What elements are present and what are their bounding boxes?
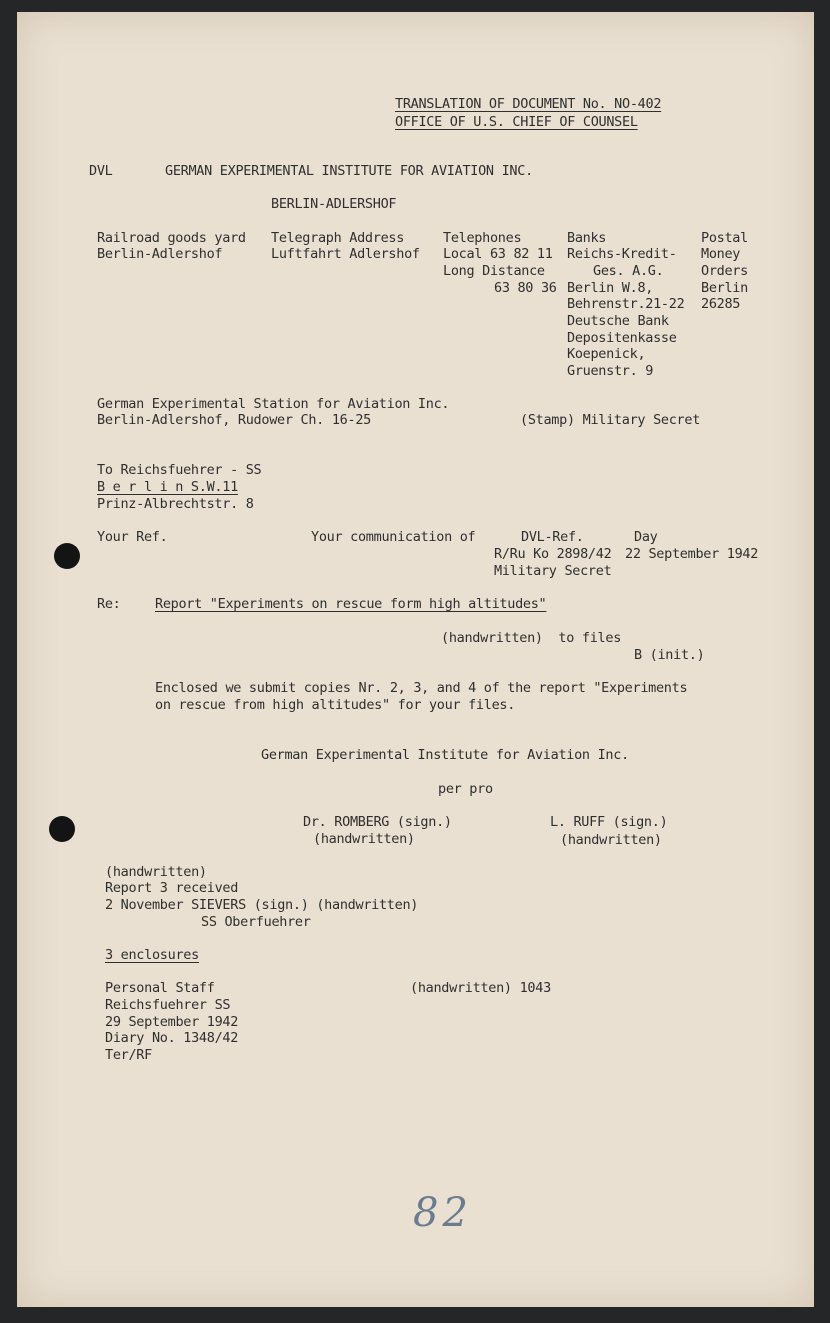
- subject-label: Re:: [97, 596, 121, 612]
- banks-line-7: Koepenick,: [567, 346, 646, 362]
- note-line-3: 2 November SIEVERS (sign.) (handwritten): [105, 897, 419, 913]
- office-stamp-line-2: Reichsfuehrer SS: [105, 997, 231, 1013]
- telephones-label: Telephones: [443, 230, 522, 246]
- office-stamp-line-3: 29 September 1942: [105, 1014, 239, 1030]
- office-line: OFFICE OF U.S. CHIEF OF COUNSEL: [395, 114, 638, 130]
- recipient-line-2: B e r l i n S.W.11: [97, 479, 238, 495]
- military-secret-ref: Military Secret: [494, 563, 612, 579]
- page-number: 82: [413, 1190, 472, 1236]
- office-stamp-handwritten: (handwritten) 1043: [410, 980, 551, 996]
- office-stamp-line-4: Diary No. 1348/42: [105, 1030, 239, 1046]
- postal-line-5: 26285: [701, 296, 741, 312]
- handwritten-to-files: (handwritten) to files: [441, 630, 622, 646]
- letterhead-abbrev: DVL: [89, 163, 113, 179]
- banks-line-1: Reichs-Kredit-: [567, 246, 677, 262]
- ref-number: R/Ru Ko 2898/42: [494, 546, 612, 562]
- body-line-1: Enclosed we submit copies Nr. 2, 3, and 4 of the report "Experiments: [155, 680, 688, 696]
- your-communication-label: Your communication of: [311, 529, 476, 545]
- banks-line-6: Depositenkasse: [567, 330, 677, 346]
- telephones-long-number: 63 80 36: [494, 280, 557, 296]
- letterhead-name: GERMAN EXPERIMENTAL INSTITUTE FOR AVIATION INC.: [165, 163, 533, 179]
- handwritten-initials: B (init.): [634, 647, 705, 663]
- postal-line-4: Berlin: [701, 280, 748, 296]
- postal-line-3: Orders: [701, 263, 748, 279]
- telephones-local: Local 63 82 11: [443, 246, 553, 262]
- closing-institute: German Experimental Institute for Aviation Inc.: [261, 747, 629, 763]
- body-line-2: on rescue from high altitudes" for your files.: [155, 697, 516, 713]
- postal-line-2: Money: [701, 246, 741, 262]
- letter-date: 22 September 1942: [625, 546, 759, 562]
- banks-line-5: Deutsche Bank: [567, 313, 669, 329]
- banks-line-2: Ges. A.G.: [593, 263, 664, 279]
- telephones-long: Long Distance: [443, 263, 545, 279]
- recipient-line-3: Prinz-Albrechtstr. 8: [97, 496, 254, 512]
- translation-line: TRANSLATION OF DOCUMENT No. NO-402: [395, 96, 662, 112]
- enclosures: 3 enclosures: [105, 947, 199, 963]
- postal-line-1: Postal: [701, 230, 748, 246]
- telegraph-label: Telegraph Address: [271, 230, 405, 246]
- document-page: [17, 12, 814, 1307]
- sender-line-2: Berlin-Adlershof, Rudower Ch. 16-25: [97, 412, 371, 428]
- your-ref-label: Your Ref.: [97, 529, 168, 545]
- dvl-ref-label: DVL-Ref.: [521, 529, 584, 545]
- office-stamp-line-5: Ter/RF: [105, 1047, 152, 1063]
- subject-text: Report "Experiments on rescue form high altitudes": [155, 596, 547, 612]
- letterhead-location: BERLIN-ADLERSHOF: [271, 196, 397, 212]
- day-label: Day: [634, 529, 658, 545]
- railroad-value: Berlin-Adlershof: [97, 246, 223, 262]
- banks-line-3: Berlin W.8,: [567, 280, 654, 296]
- signature-ruff-note: (handwritten): [560, 832, 662, 848]
- banks-label: Banks: [567, 230, 607, 246]
- military-secret-stamp: (Stamp) Military Secret: [520, 412, 701, 428]
- note-line-2: Report 3 received: [105, 880, 239, 896]
- signature-romberg: Dr. ROMBERG (sign.): [303, 814, 452, 830]
- office-stamp-line-1: Personal Staff: [105, 980, 215, 996]
- recipient-line-1: To Reichsfuehrer - SS: [97, 462, 262, 478]
- punch-hole-bottom: [49, 816, 75, 842]
- signature-romberg-note: (handwritten): [313, 831, 415, 847]
- telegraph-value: Luftfahrt Adlershof: [271, 246, 420, 262]
- signature-ruff: L. RUFF (sign.): [550, 814, 668, 830]
- sender-line-1: German Experimental Station for Aviation Inc.: [97, 396, 450, 412]
- note-line-4: SS Oberfuehrer: [201, 914, 311, 930]
- banks-line-8: Gruenstr. 9: [567, 363, 654, 379]
- banks-line-4: Behrenstr.21-22: [567, 296, 685, 312]
- railroad-label: Railroad goods yard: [97, 230, 246, 246]
- closing-per-pro: per pro: [438, 781, 493, 797]
- note-line-1: (handwritten): [105, 864, 207, 880]
- punch-hole-top: [54, 543, 80, 569]
